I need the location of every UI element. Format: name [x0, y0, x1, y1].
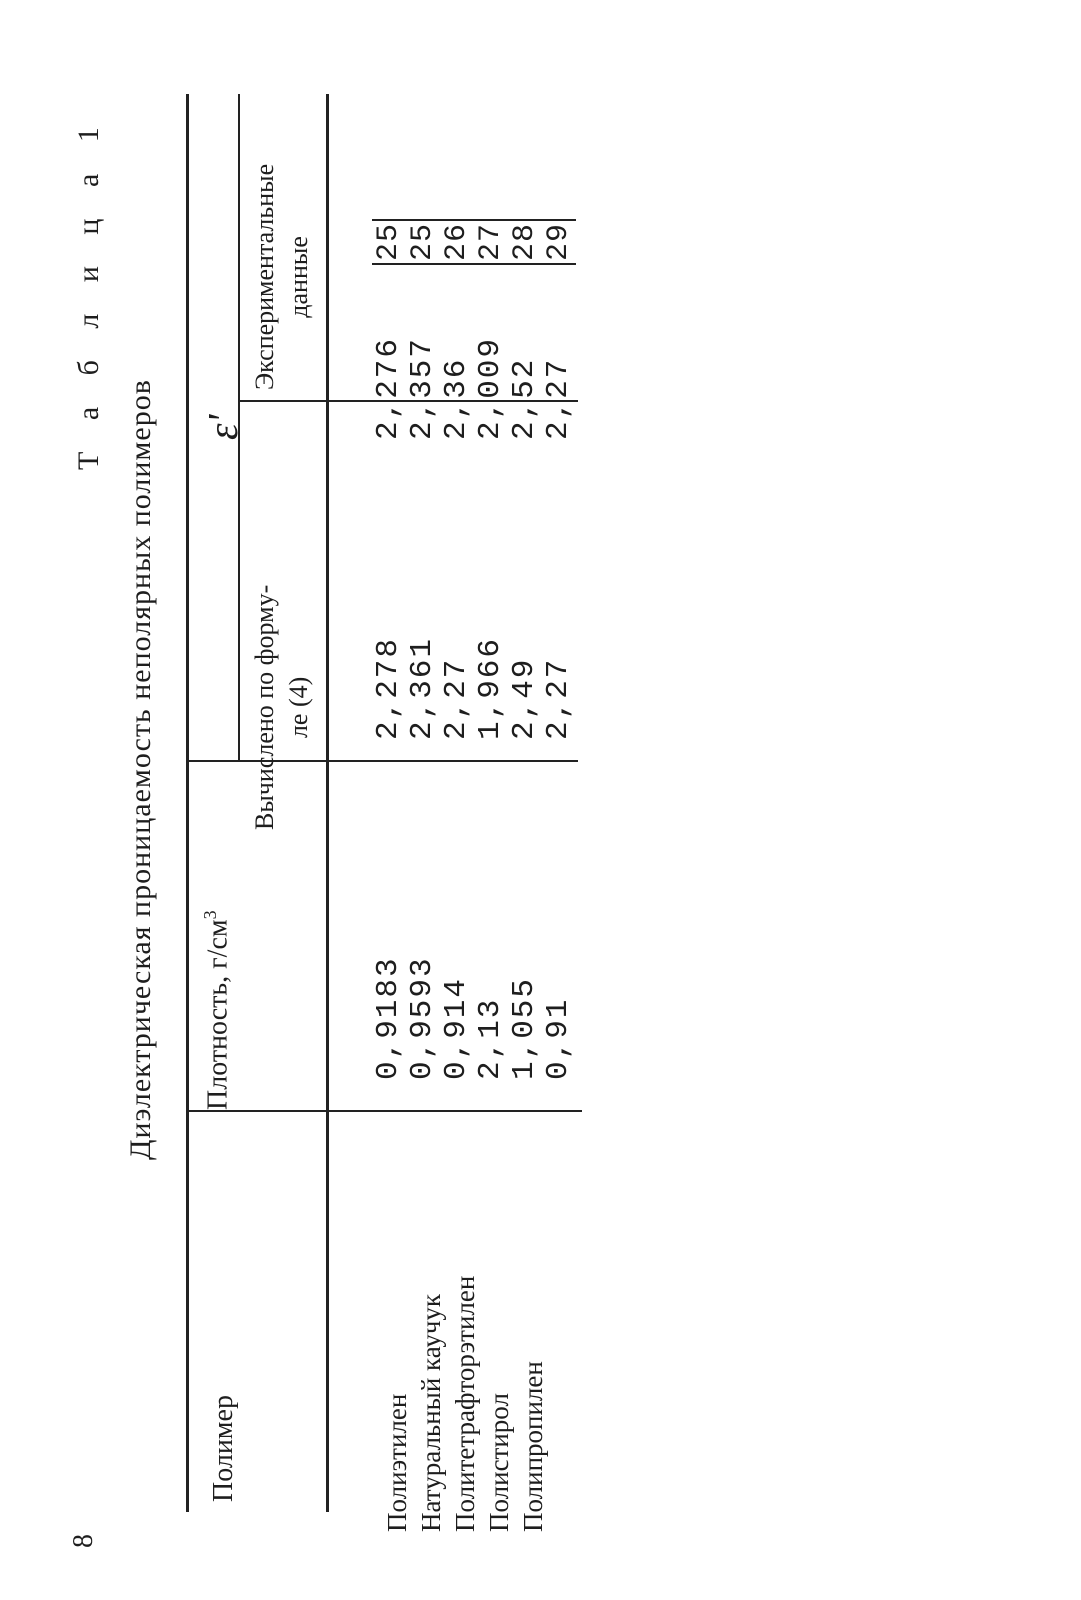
header-bottom-rule: [326, 94, 329, 1512]
calculated-value: 2,27: [439, 657, 474, 740]
header-calculated: [248, 585, 316, 830]
experimental-value: 2,357: [405, 336, 440, 440]
polymer-name: Полипропилен: [518, 1361, 548, 1532]
density-value: 0,9593: [405, 956, 440, 1080]
header-calculated-line2: ле (4): [284, 676, 313, 739]
reference-number: 27: [474, 219, 508, 265]
reference-citation: [372, 219, 406, 265]
calculated-value: 2,27: [541, 657, 576, 740]
reference-column: [372, 219, 576, 265]
calculated-value: 1,966: [473, 636, 508, 740]
experimental-column: [372, 337, 576, 440]
density-value: 0,91: [541, 997, 576, 1080]
header-density-label: Плотность, г/см: [202, 919, 234, 1110]
divider-polymer-density: [186, 1110, 582, 1112]
reference-citation: [474, 219, 508, 265]
calculated-column: [372, 637, 576, 740]
density-value: 1,055: [507, 976, 542, 1080]
reference-citation: [440, 219, 474, 265]
polymer-name: Полистирол: [484, 1393, 514, 1532]
calculated-value: 2,278: [371, 636, 406, 740]
experimental-value: 2,52: [507, 357, 542, 440]
reference-number: 28: [508, 219, 542, 265]
density-value: 0,914: [439, 976, 474, 1080]
reference-number: 29: [542, 219, 576, 265]
page-number: 8: [68, 1534, 99, 1548]
header-density: [200, 910, 234, 1110]
reference-citation: [406, 219, 440, 265]
polymer-name: Политетрафторэтилен: [450, 1275, 480, 1532]
experimental-value: 2,276: [371, 336, 406, 440]
calculated-value: 2,361: [405, 636, 440, 740]
header-experimental: [248, 164, 316, 390]
experimental-value: 2,009: [473, 336, 508, 440]
header-calculated-line1: Вычислено по форму-: [250, 584, 279, 830]
experimental-value: 2,27: [541, 357, 576, 440]
header-experimental-line2: данные: [284, 236, 313, 318]
header-experimental-line1: Экспериментальные: [250, 163, 279, 390]
reference-citation: [508, 219, 542, 265]
header-polymer: Полимер: [208, 1395, 239, 1502]
reference-number: 25: [406, 219, 440, 265]
table-title: Диэлектрическая проницаемость неполярных полимеров: [124, 379, 157, 1160]
polymer-column: [380, 1276, 550, 1532]
table-caption: Т а б л и ц а 1: [72, 115, 105, 470]
polymer-name: Полиэтилен: [382, 1393, 412, 1532]
density-value: 2,13: [473, 997, 508, 1080]
polymer-name: Натуральный каучук: [416, 1293, 446, 1532]
header-density-exponent: 3: [200, 910, 220, 920]
table-top-rule: [186, 94, 189, 1512]
reference-number: 26: [440, 219, 474, 265]
reference-number: 25: [372, 219, 406, 265]
calculated-value: 2,49: [507, 657, 542, 740]
divider-density-epsilon: [186, 760, 578, 762]
header-epsilon: ε': [201, 414, 247, 440]
density-value: 0,9183: [371, 956, 406, 1080]
experimental-value: 2,36: [439, 357, 474, 440]
density-column: [372, 956, 576, 1080]
reference-citation: [542, 219, 576, 265]
